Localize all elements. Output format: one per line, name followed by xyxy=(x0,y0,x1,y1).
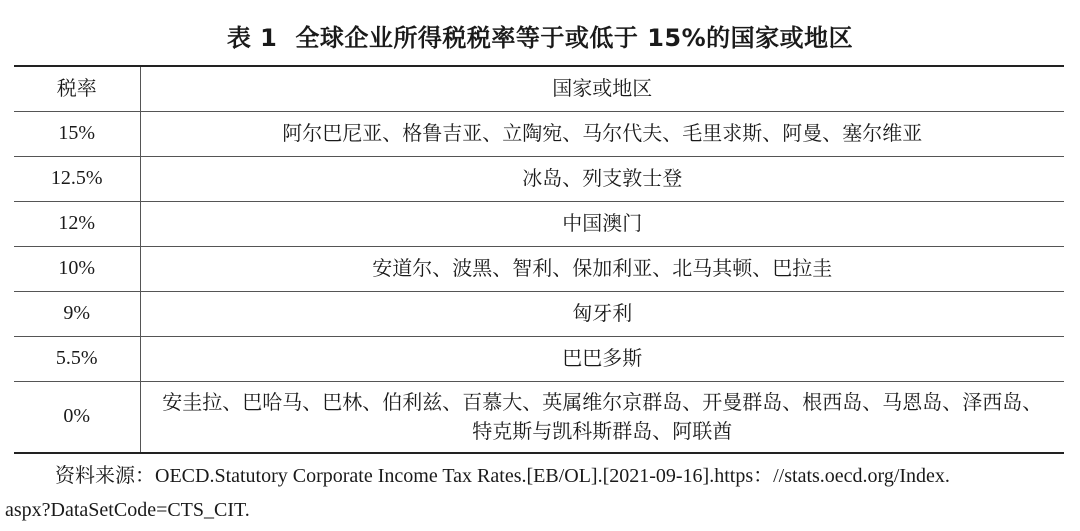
source-citation-continued: aspx?DataSetCode=CTS_CIT. xyxy=(5,499,250,521)
table-row xyxy=(14,336,1064,381)
rate-cell: 12.5% xyxy=(14,156,140,201)
rate-cell: 5.5% xyxy=(14,336,140,381)
table-row xyxy=(14,111,1064,156)
table-row xyxy=(14,201,1064,246)
rate-cell: 9% xyxy=(14,291,140,336)
countries-cell: 匈牙利 xyxy=(572,301,633,325)
countries-line: 安圭拉、巴哈马、巴林、伯利兹、百慕大、英属维尔京群岛、开曼群岛、根西岛、马恩岛、泽西岛、 xyxy=(162,389,1043,414)
table-row xyxy=(14,381,1064,453)
tax-rate-table xyxy=(14,65,1064,454)
countries-cell: 安道尔、波黑、智利、保加利亚、北马其顿、巴拉圭 xyxy=(372,256,833,280)
table-row xyxy=(14,246,1064,291)
table-header-row xyxy=(14,66,1064,111)
header-countries: 国家或地区 xyxy=(552,76,653,101)
source-note xyxy=(5,458,1063,527)
table-number: 表 1 xyxy=(226,24,278,52)
countries-line: 特克斯与凯科斯群岛、阿联酋 xyxy=(472,418,733,443)
table-title xyxy=(0,18,1080,53)
countries-cell: 阿尔巴尼亚、格鲁吉亚、立陶宛、马尔代夫、毛里求斯、阿曼、塞尔维亚 xyxy=(282,121,923,145)
countries-cell xyxy=(140,381,1064,453)
header-rate: 税率 xyxy=(14,66,140,111)
rate-cell: 15% xyxy=(14,111,140,156)
table-row xyxy=(14,291,1064,336)
countries-cell: 中国澳门 xyxy=(562,211,643,235)
table-row xyxy=(14,156,1064,201)
countries-cell: 冰岛、列支敦士登 xyxy=(522,166,683,190)
source-label: 资料来源： xyxy=(55,463,155,487)
source-citation: OECD.Statutory Corporate Income Tax Rates.[EB/OL].[2021-09-16].https：//stats.oecd.org/Index. xyxy=(155,465,950,487)
rate-cell: 10% xyxy=(14,246,140,291)
table-caption: 全球企业所得税税率等于或低于 15%的国家或地区 xyxy=(295,24,854,52)
countries-cell: 巴巴多斯 xyxy=(562,346,643,370)
rate-cell: 12% xyxy=(14,201,140,246)
rate-cell: 0% xyxy=(14,381,140,453)
